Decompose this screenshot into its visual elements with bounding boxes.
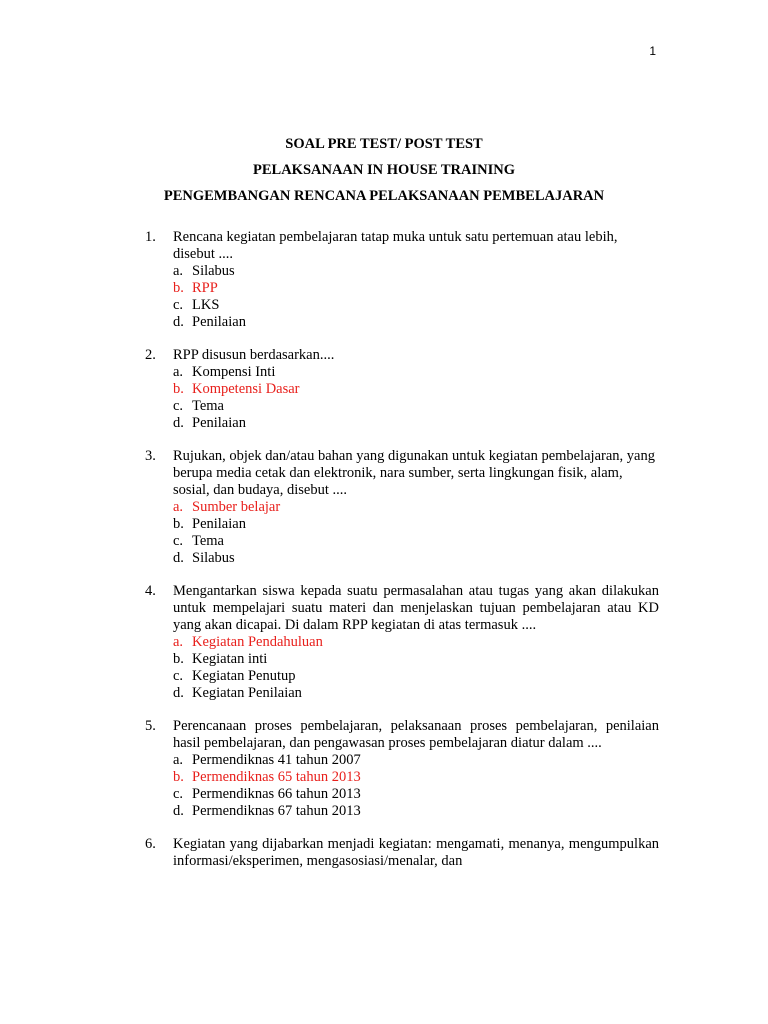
question-item (145, 583, 659, 702)
answer-option-correct (173, 634, 659, 651)
question-text: Rencana kegiatan pembelajaran tatap muka untuk satu pertemuan atau lebih, disebut .... (173, 229, 618, 262)
option-letter: a. (173, 499, 184, 515)
option-letter: c. (173, 668, 184, 684)
answer-option (173, 752, 659, 769)
answer-option (173, 651, 659, 668)
option-text: Kegiatan inti (192, 651, 268, 667)
option-text: Penilaian (192, 415, 246, 431)
option-text: Permendiknas 41 tahun 2007 (192, 752, 361, 768)
question-text: Kegiatan yang dijabarkan menjadi kegiatan: mengamati, menanya, mengumpulkan informasi/eksperimen, mengasosiasi/menalar, dan (173, 836, 659, 869)
option-text: Kegiatan Pendahuluan (192, 634, 323, 650)
question-number: 5. (145, 718, 156, 734)
answer-option (173, 364, 659, 381)
question-number: 4. (145, 583, 156, 599)
question-number: 2. (145, 347, 156, 363)
option-letter: c. (173, 398, 184, 414)
question-list (145, 229, 659, 886)
option-letter: b. (173, 651, 184, 667)
answer-option-correct (173, 381, 659, 398)
answer-option (173, 398, 659, 415)
answer-option (173, 314, 659, 331)
header-topic: PENGEMBANGAN RENCANA PELAKSANAAN PEMBELAJARAN (163, 188, 605, 204)
option-text: Silabus (192, 263, 235, 279)
question-text: Perencanaan proses pembelajaran, pelaksanaan proses pembelajaran, penilaian hasil pembelajaran, dan pengawasan proses pembelajaran diatur dalam .... (173, 718, 659, 751)
answer-option (173, 803, 659, 820)
option-letter: c. (173, 786, 184, 802)
question-text: Rujukan, objek dan/atau bahan yang digunakan untuk kegiatan pembelajaran, yang berupa media cetak dan elektronik, nara sumber, serta lingkungan fisik, alam, sosial, dan budaya, disebut .... (173, 448, 655, 498)
answer-option-correct (173, 280, 659, 297)
answer-option (173, 668, 659, 685)
option-text: Penilaian (192, 516, 246, 532)
answer-option (173, 516, 659, 533)
option-letter: b. (173, 280, 184, 296)
header-title: SOAL PRE TEST/ POST TEST (285, 136, 483, 152)
question-number: 1. (145, 229, 156, 245)
option-letter: a. (173, 364, 184, 380)
answer-option (173, 297, 659, 314)
option-text: Permendiknas 65 tahun 2013 (192, 769, 361, 785)
option-letter: a. (173, 263, 184, 279)
option-text: Sumber belajar (192, 499, 281, 515)
option-letter: d. (173, 415, 184, 431)
option-text: LKS (192, 297, 220, 313)
option-letter: c. (173, 533, 184, 549)
option-letter: a. (173, 752, 184, 768)
option-text: Penilaian (192, 314, 246, 330)
question-item (145, 718, 659, 820)
answer-option (173, 685, 659, 702)
question-item (145, 836, 659, 870)
option-letter: d. (173, 550, 184, 566)
page-number: 1 (649, 44, 656, 58)
answer-option (173, 263, 659, 280)
option-letter: b. (173, 516, 184, 532)
question-item (145, 347, 659, 432)
option-text: Kegiatan Penilaian (192, 685, 302, 701)
question-item (145, 448, 659, 567)
option-text: Kompetensi Dasar (192, 381, 300, 397)
answer-options (173, 263, 659, 331)
question-text: Mengantarkan siswa kepada suatu permasalahan atau tugas yang akan dilakukan untuk mempelajari suatu materi dan menjelaskan tujuan pembelajaran atau KD yang akan dicapai. Di dalam RPP kegiatan di atas termasuk .... (173, 583, 659, 633)
option-letter: d. (173, 685, 184, 701)
question-text: RPP disusun berdasarkan.... (173, 347, 335, 363)
answer-option (173, 415, 659, 432)
answer-option (173, 533, 659, 550)
option-text: RPP (192, 280, 218, 296)
answer-options (173, 499, 659, 567)
option-text: Kegiatan Penutup (192, 668, 296, 684)
answer-options (173, 752, 659, 820)
answer-options (173, 364, 659, 432)
option-letter: a. (173, 634, 184, 650)
option-text: Permendiknas 66 tahun 2013 (192, 786, 361, 802)
answer-option (173, 550, 659, 567)
header-subtitle: PELAKSANAAN IN HOUSE TRAINING (253, 162, 515, 178)
option-letter: b. (173, 381, 184, 397)
answer-options (173, 634, 659, 702)
document-header (0, 136, 768, 214)
question-number: 6. (145, 836, 156, 852)
answer-option (173, 786, 659, 803)
option-text: Silabus (192, 550, 235, 566)
option-letter: b. (173, 769, 184, 785)
question-item (145, 229, 659, 331)
option-text: Kompensi Inti (192, 364, 276, 380)
answer-option-correct (173, 769, 659, 786)
option-letter: d. (173, 803, 184, 819)
option-text: Tema (192, 533, 224, 549)
answer-option-correct (173, 499, 659, 516)
option-text: Tema (192, 398, 224, 414)
option-letter: d. (173, 314, 184, 330)
question-number: 3. (145, 448, 156, 464)
option-letter: c. (173, 297, 184, 313)
option-text: Permendiknas 67 tahun 2013 (192, 803, 361, 819)
